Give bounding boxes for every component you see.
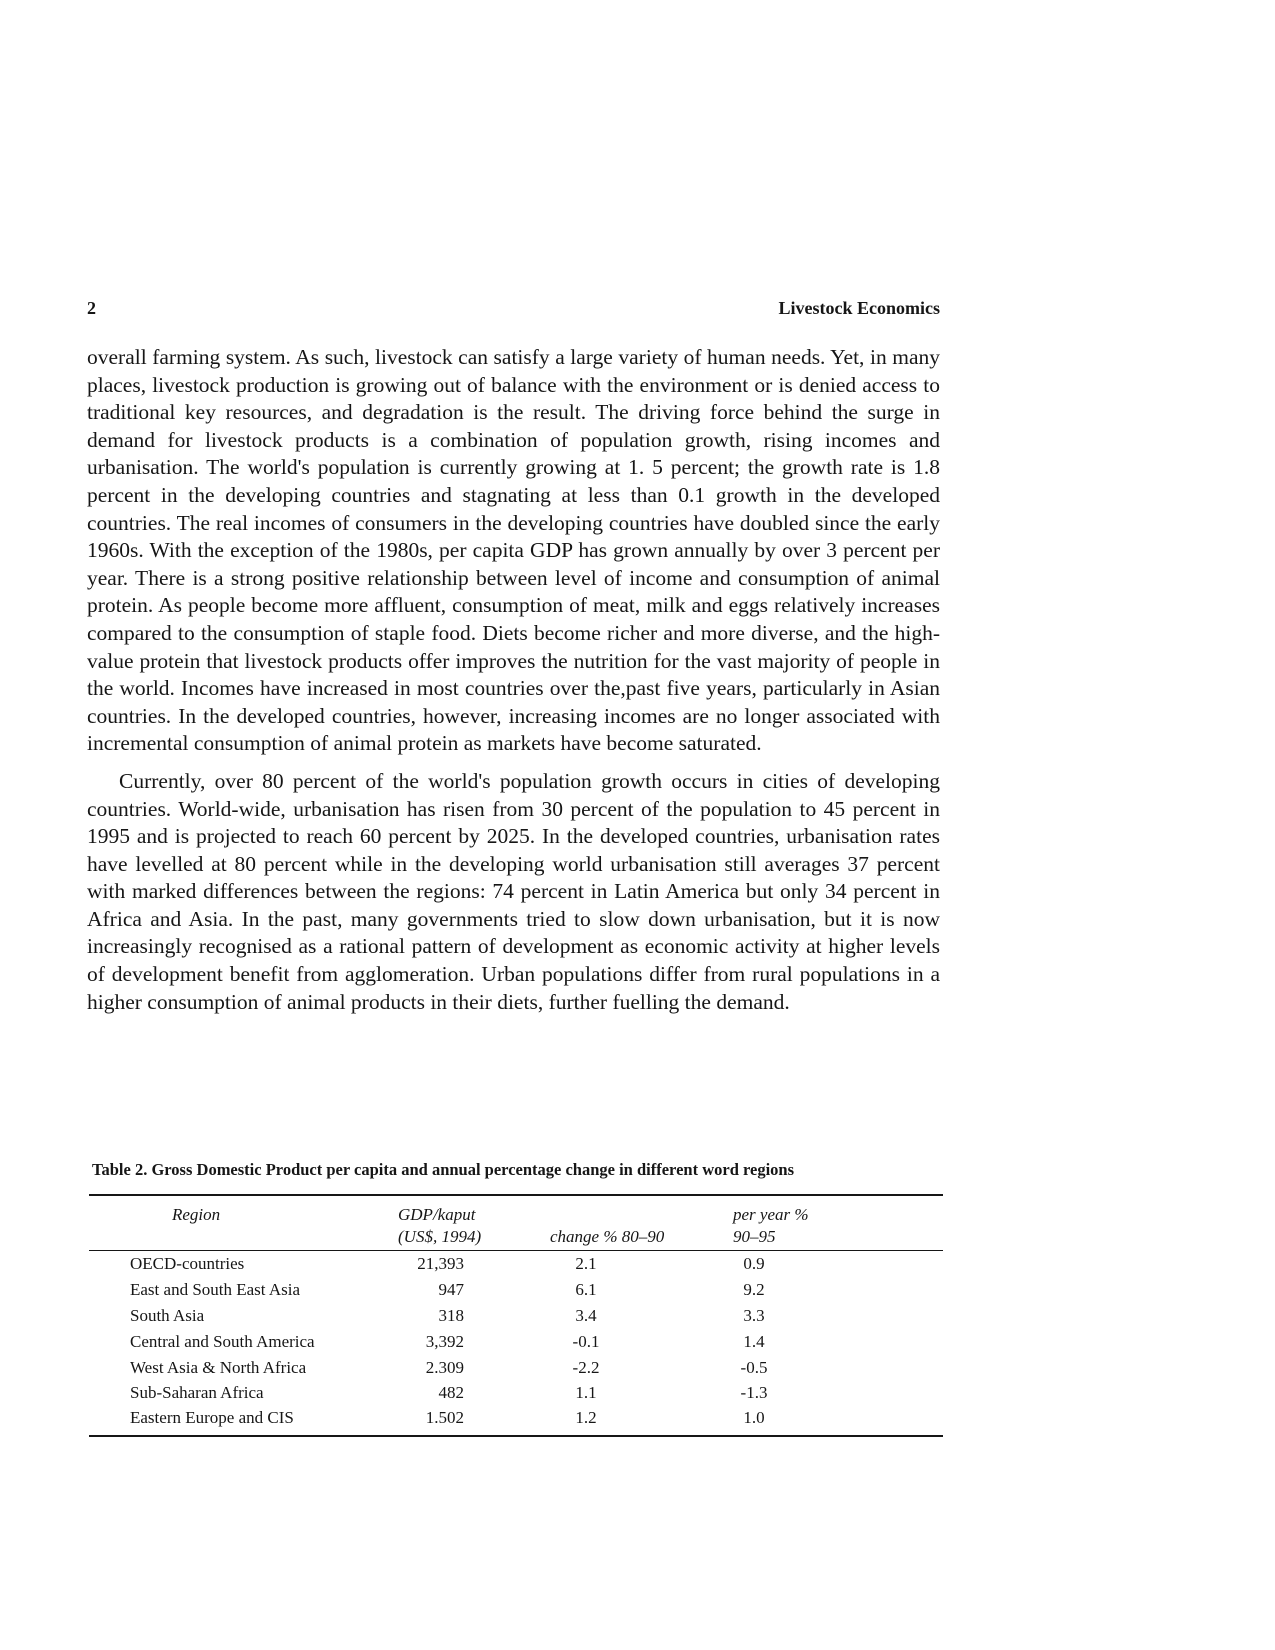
running-header bbox=[87, 298, 940, 324]
cell-gdp: 1.502 bbox=[425, 1408, 464, 1427]
table-row bbox=[0, 1306, 1275, 1332]
header-gdp-line1: GDP/kaput bbox=[398, 1205, 476, 1224]
paragraph-2: Currently, over 80 percent of the world's population growth occurs in cities of developing countries. World-wide, urbanisation has risen from 30 percent of the population to 45 percent in 1995 and is projected to reach 60 percent by 2025. In the developed countries, urbanisation rates have levelled at 80 percent while in the developing world urbanisation still averages 37 percent with marked differences between the regions: 74 percent in Latin America but only 34 percent in Africa and Asia. In the past, many governments tried to slow down urbanisation, but it is now increasingly recognised as a rational pattern of development as economic activity at higher levels of development benefit from agglomeration. Urban populations differ from rural populations in a higher consumption of animal products in their diets, further fuelling the demand. bbox=[87, 768, 940, 1014]
cell-gdp: 3,392 bbox=[425, 1332, 464, 1351]
body-text bbox=[87, 344, 940, 1016]
table-row bbox=[0, 1358, 1275, 1384]
cell-per-year: 0.9 bbox=[743, 1254, 765, 1273]
cell-change: 3.4 bbox=[575, 1306, 597, 1325]
cell-gdp: 318 bbox=[438, 1306, 464, 1325]
table-row bbox=[0, 1408, 1275, 1434]
header-change: change % 80–90 bbox=[550, 1227, 665, 1246]
cell-per-year: 1.0 bbox=[743, 1408, 765, 1427]
table-header-rule bbox=[89, 1250, 943, 1251]
cell-per-year: 3.3 bbox=[743, 1306, 765, 1325]
cell-change: 6.1 bbox=[575, 1280, 597, 1299]
cell-region: West Asia & North Africa bbox=[130, 1358, 307, 1377]
cell-change: -2.2 bbox=[572, 1358, 600, 1377]
cell-per-year: 9.2 bbox=[743, 1280, 765, 1299]
cell-per-year: -0.5 bbox=[740, 1358, 768, 1377]
cell-gdp: 947 bbox=[438, 1280, 464, 1299]
header-gdp-line2: (US$, 1994) bbox=[398, 1227, 482, 1246]
cell-change: 2.1 bbox=[575, 1254, 597, 1273]
cell-change: 1.1 bbox=[575, 1383, 597, 1402]
cell-region: East and South East Asia bbox=[130, 1280, 300, 1299]
cell-gdp: 2.309 bbox=[425, 1358, 464, 1377]
table-row bbox=[0, 1332, 1275, 1358]
cell-region: South Asia bbox=[130, 1306, 205, 1325]
cell-region: OECD-countries bbox=[130, 1254, 245, 1273]
table-row bbox=[0, 1254, 1275, 1280]
header-region: Region bbox=[172, 1205, 221, 1224]
header-gdp bbox=[398, 1204, 481, 1248]
cell-region: Eastern Europe and CIS bbox=[130, 1408, 294, 1427]
table-top-rule bbox=[89, 1194, 943, 1196]
cell-region: Central and South America bbox=[130, 1332, 315, 1351]
cell-gdp: 482 bbox=[438, 1383, 464, 1402]
cell-per-year: -1.3 bbox=[740, 1383, 768, 1402]
table-bottom-rule bbox=[89, 1435, 943, 1437]
cell-change: -0.1 bbox=[572, 1332, 600, 1351]
cell-gdp: 21,393 bbox=[417, 1254, 464, 1273]
page-number: 2 bbox=[87, 298, 96, 318]
table-caption: Table 2. Gross Domestic Product per capita and annual percentage change in different word regions bbox=[92, 1160, 795, 1179]
paragraph-1: overall farming system. As such, livestock can satisfy a large variety of human needs. Yet, in many places, livestock production is growing out of balance with the environment or is denied access to traditional key resources, and degradation is the result. The driving force behind the surge in demand for livestock products is a combination of population growth, rising incomes and urbanisation. The world's population is currently growing at 1. 5 percent; the growth rate is 1.8 percent in the developing countries and stagnating at less than 0.1 growth in the developed countries. The real incomes of consumers in the developing countries have doubled since the early 1960s. With the exception of the 1980s, per capita GDP has grown annually by over 3 percent per year. There is a strong positive relationship between level of income and consumption of animal protein. As people become more affluent, consumption of meat, milk and eggs relatively increases compared to the consumption of staple food. Diets become richer and more diverse, and the high-value protein that livestock products offer improves the nutrition for the vast majority of people in the world. Incomes have increased in most countries over the,past five years, particularly in Asian countries. In the developed countries, however, increasing incomes are no longer associated with incremental consumption of animal protein as markets have become saturated. bbox=[87, 345, 940, 756]
cell-change: 1.2 bbox=[575, 1408, 597, 1427]
header-per-year-line1: per year % bbox=[733, 1205, 809, 1224]
header-per-year bbox=[733, 1204, 809, 1248]
cell-region: Sub-Saharan Africa bbox=[130, 1383, 264, 1402]
header-per-year-line2: 90–95 bbox=[733, 1227, 776, 1246]
running-title: Livestock Economics bbox=[778, 298, 940, 318]
table-row bbox=[0, 1280, 1275, 1306]
table-row bbox=[0, 1383, 1275, 1409]
cell-per-year: 1.4 bbox=[743, 1332, 765, 1351]
